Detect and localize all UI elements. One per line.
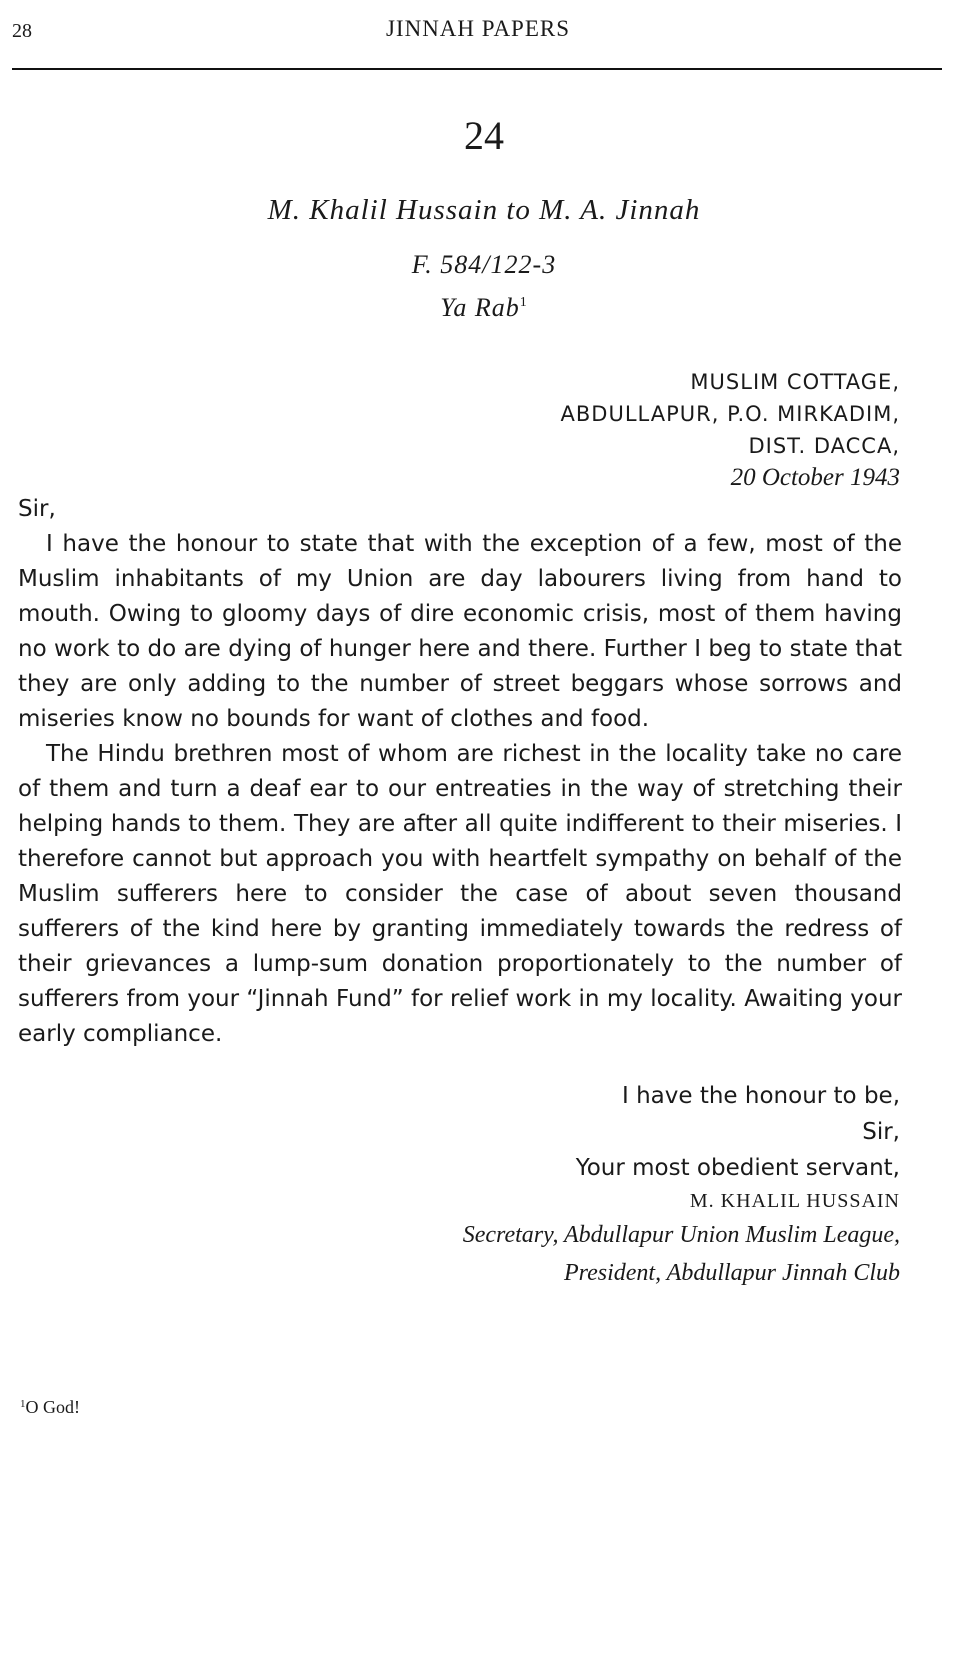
- address-line-2: ABDULLAPUR, P.O. MIRKADIM,: [560, 402, 900, 426]
- body-paragraph-1: I have the honour to state that with the exception of a few, most of the Muslim inhabitants of my Union are day labourers living from hand to mouth. Owing to gloomy days of dire economic crisis, most of them having no work to do are dying of hunger here and there. Further I beg to state that they are only adding to the number of street beggars whose sorrows and miseries know no bounds for want of clothes and food.: [18, 531, 902, 732]
- invocation: [0, 284, 968, 327]
- letter-body: [18, 492, 902, 1052]
- closing-line-3: Your most obedient servant,: [575, 1155, 900, 1181]
- salutation: Sir,: [18, 496, 56, 522]
- footnote: [20, 1397, 80, 1418]
- footnote-marker: 1: [519, 295, 528, 310]
- body-paragraph-2: The Hindu brethren most of whom are richest in the locality take no care of them and turn a deaf ear to our entreaties in the way of stretching their helping hands to them. They are after all quite indifferent to their miseries. I therefore cannot but approach you with heartfelt sympathy on behalf of the Muslim sufferers here to consider the case of about seven thousand sufferers of the kind here by granting immediately towards the redress of their grievances a lump-sum donation proportionately to the number of sufferers from your “Jinnah Fund” for relief work in my locality. Awaiting your early compliance.: [18, 741, 902, 1047]
- signatory-title-2: President, Abdullapur Jinnah Club: [564, 1260, 900, 1286]
- address-line-3: DIST. DACCA,: [748, 434, 900, 458]
- closing-line-1: I have the honour to be,: [622, 1083, 900, 1109]
- footnote-text: O God!: [25, 1397, 80, 1417]
- signatory-title-1: Secretary, Abdullapur Union Muslim League,: [462, 1222, 900, 1248]
- letter-date: 20 October 1943: [730, 464, 900, 491]
- footnote-mark: 1: [20, 1398, 26, 1410]
- letter-closing: [463, 1078, 900, 1292]
- document-heading: M. Khalil Hussain to M. A. Jinnah: [267, 194, 701, 226]
- closing-line-2: Sir,: [862, 1119, 900, 1145]
- running-title: JINNAH PAPERS: [385, 16, 571, 41]
- address-line-1: MUSLIM COTTAGE,: [690, 370, 900, 394]
- document-number: 24: [464, 113, 504, 158]
- file-reference: F. 584/122-3: [411, 250, 557, 279]
- invocation-text: Ya Rab: [440, 293, 520, 322]
- sender-address: [561, 366, 900, 494]
- header-rule: [12, 68, 942, 70]
- file-reference-block: [0, 246, 968, 327]
- signature-name: M. KHALIL HUSSAIN: [689, 1190, 900, 1212]
- page-number: 28: [12, 20, 32, 42]
- running-head: [12, 14, 944, 54]
